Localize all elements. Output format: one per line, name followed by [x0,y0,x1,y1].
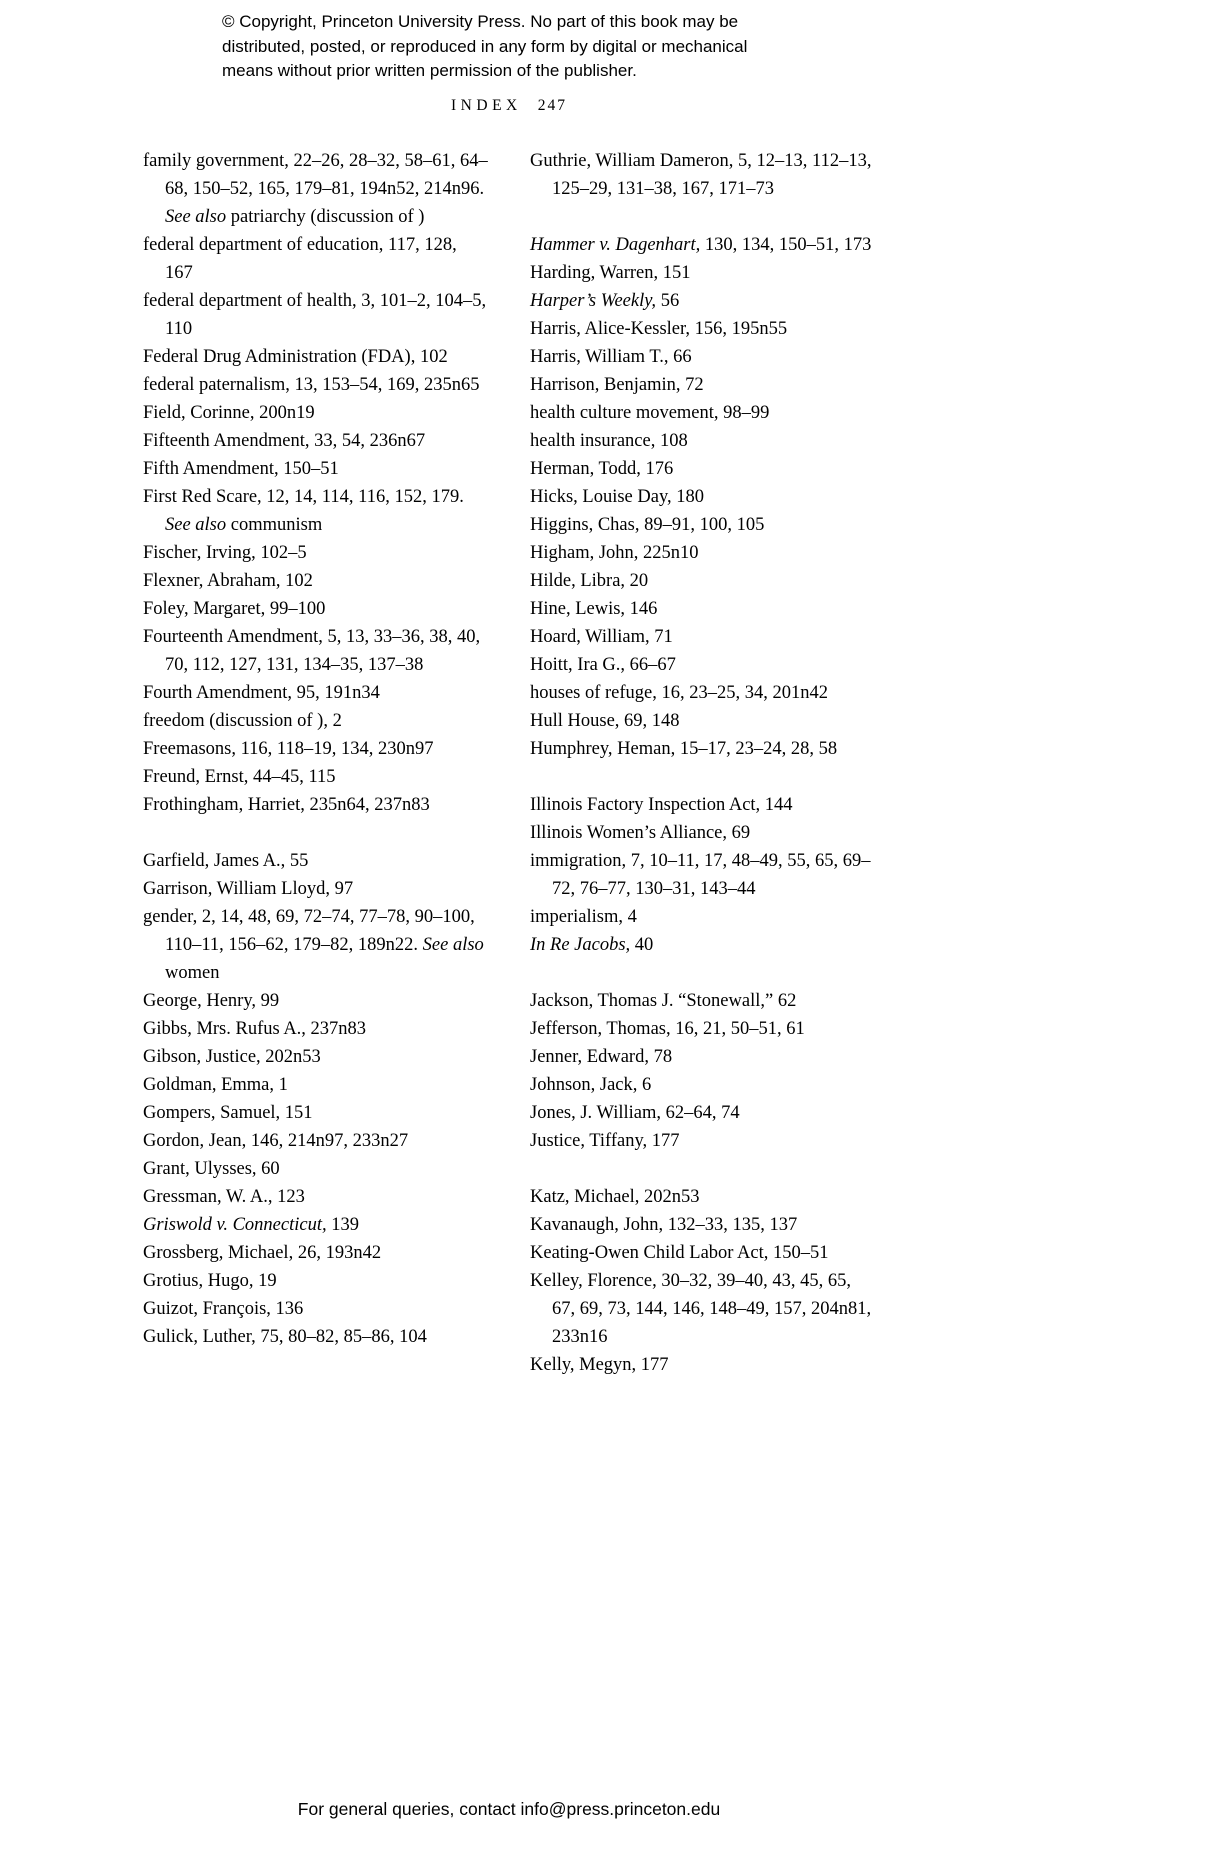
index-entry-text: federal department of health, 3, 101–2, 104–5, 110 [143,291,487,339]
index-entry [143,539,488,567]
index-entry [530,427,875,455]
index-entry-text: 40 [630,935,654,955]
index-entry [143,1099,488,1127]
index-entry-text: Higham, John, 225n10 [530,543,699,563]
index-entry-text: Katz, Michael, 202n53 [530,1187,700,1207]
index-entry-text: Grossberg, Michael, 26, 193n42 [143,1243,382,1263]
index-entry-italic-text: In Re Jacobs, [530,935,631,955]
index-entry-text: Fischer, Irving, 102–5 [143,543,307,563]
index-entry [530,707,875,735]
index-entry [530,1015,875,1043]
index-entry [143,567,488,595]
index-entry [143,287,488,343]
index-entry [143,735,488,763]
index-entry-text: Justice, Tiffany, 177 [530,1131,680,1151]
index-entry-text: Gompers, Samuel, 151 [143,1103,313,1123]
index-entry [143,903,488,987]
index-entry-text: Grotius, Hugo, 19 [143,1271,277,1291]
index-entry-text: Gibbs, Mrs. Rufus A., 237n83 [143,1019,367,1039]
index-entry-text: federal department of education, 117, 128, 167 [143,235,457,283]
index-entry [143,231,488,287]
page-number: 247 [537,97,567,114]
index-entry [143,427,488,455]
index-entry-text: Hine, Lewis, 146 [530,599,658,619]
index-entry [143,1323,488,1351]
index-entry [143,1295,488,1323]
index-entry [530,1183,875,1211]
index-entry [530,1099,875,1127]
page-header [143,97,875,115]
index-entry-text: Freund, Ernst, 44–45, 115 [143,767,336,787]
index-entry-text: gender, 2, 14, 48, 69, 72–74, 77–78, 90–100, 110–11, 156–62, 179–82, 189n22. [143,907,475,955]
index-entry-text: communism [226,515,323,535]
copyright-line-3: means without prior written permission of the publisher. [222,61,637,80]
index-entry [530,231,875,259]
index-entry-italic-text: See also [165,207,227,227]
index-entry [143,483,488,539]
index-entry-text: health insurance, 108 [530,431,688,451]
index-entry [143,1267,488,1295]
index-entry [143,875,488,903]
index-entry [530,1071,875,1099]
index-entry [530,847,875,903]
index-entry-text: Gulick, Luther, 75, 80–82, 85–86, 104 [143,1327,427,1347]
index-entry-text: Humphrey, Heman, 15–17, 23–24, 28, 58 [530,739,838,759]
index-entry-text: Illinois Women’s Alliance, 69 [530,823,751,843]
index-entry-text: Fifteenth Amendment, 33, 54, 236n67 [143,431,426,451]
index-entry-italic-text: Harper’s Weekly, [530,291,657,311]
index-entry [143,1211,488,1239]
index-entry-text: Harding, Warren, 151 [530,263,691,283]
index-entry [530,567,875,595]
index-entry-text: Jenner, Edward, 78 [530,1047,673,1067]
index-entry [143,847,488,875]
index-entry [143,1043,488,1071]
index-entry [143,763,488,791]
index-entry-text: Freemasons, 116, 118–19, 134, 230n97 [143,739,434,759]
index-entry [530,819,875,847]
index-entry-text: Fourth Amendment, 95, 191n34 [143,683,380,703]
index-entry-text: Fifth Amendment, 150–51 [143,459,339,479]
index-entry [530,287,875,315]
index-entry-text: houses of refuge, 16, 23–25, 34, 201n42 [530,683,829,703]
index-entry-text: Foley, Margaret, 99–100 [143,599,326,619]
index-entry-text: Grant, Ulysses, 60 [143,1159,280,1179]
index-entry [530,399,875,427]
copyright-line-1: © Copyright, Princeton University Press. No part of this book may be [222,12,739,31]
index-entry-text: Gordon, Jean, 146, 214n97, 233n27 [143,1131,409,1151]
index-entry-text: Kavanaugh, John, 132–33, 135, 137 [530,1215,798,1235]
index-entry-text: Jackson, Thomas J. “Stonewall,” 62 [530,991,797,1011]
index-entry-text: Harrison, Benjamin, 72 [530,375,704,395]
index-entry [530,1267,875,1351]
index-right-column [530,147,875,1379]
index-entry [530,1043,875,1071]
index-entry-italic-text: Hammer v. Dagenhart, [530,235,701,255]
index-entry [530,259,875,287]
index-entry [530,931,875,959]
index-entry [530,735,875,763]
index-entry [143,679,488,707]
index-entry-text: 139 [326,1215,359,1235]
index-entry [143,1155,488,1183]
index-entry [143,1015,488,1043]
index-entry-text: Illinois Factory Inspection Act, 144 [530,795,793,815]
copyright-line-2: distributed, posted, or reproduced in any form by digital or mechanical [222,36,748,56]
index-entry [143,1183,488,1211]
copyright-notice [222,10,842,84]
index-entry [530,455,875,483]
index-entry [530,903,875,931]
index-entry [530,315,875,343]
index-entry-text: Hilde, Libra, 20 [530,571,649,591]
index-entry-text: Johnson, Jack, 6 [530,1075,652,1095]
index-entry-text: women [165,963,220,983]
index-entry [143,455,488,483]
index-entry [530,651,875,679]
index-entry [143,147,488,231]
index-entry-italic-text: See also [422,935,484,955]
index-entry [530,539,875,567]
index-entry-text: freedom (discussion of ), 2 [143,711,342,731]
index-entry [530,511,875,539]
index-title: INDEX [451,97,522,114]
index-entry [530,987,875,1015]
index-entry-text: George, Henry, 99 [143,991,280,1011]
index-entry-text: federal paternalism, 13, 153–54, 169, 235n65 [143,375,480,395]
index-entry-text: Guizot, François, 136 [143,1299,304,1319]
index-entry [143,343,488,371]
index-entry-text: Hicks, Louise Day, 180 [530,487,705,507]
index-entry-text: imperialism, 4 [530,907,637,927]
index-entry [530,791,875,819]
index-entry-text: Kelly, Megyn, 177 [530,1355,669,1375]
index-entry-text: Harris, Alice-Kessler, 156, 195n55 [530,319,788,339]
index-entry-text: patriarchy (discussion of ) [226,207,425,227]
index-entry-text: Garfield, James A., 55 [143,851,309,871]
index-entry [530,1211,875,1239]
index-entry-text: 130, 134, 150–51, 173 [700,235,872,255]
index-entry-italic-text: See also [165,515,227,535]
index-entry-text: First Red Scare, 12, 14, 114, 116, 152, 179. [143,487,464,507]
index-entry-text: Fourteenth Amendment, 5, 13, 33–36, 38, 40, 70, 112, 127, 131, 134–35, 137–38 [143,627,481,675]
index-entry-text: Herman, Todd, 176 [530,459,674,479]
index-entry [530,147,875,203]
index-entry-text: Frothingham, Harriet, 235n64, 237n83 [143,795,430,815]
index-entry-text: Kelley, Florence, 30–32, 39–40, 43, 45, 65, 67, 69, 73, 144, 146, 148–49, 157, 204n81, 233n16 [530,1271,872,1347]
index-entry-text: Keating-Owen Child Labor Act, 150–51 [530,1243,829,1263]
footer-query-note: For general queries, contact info@press.princeton.edu [297,1799,721,1819]
index-entry [530,1127,875,1155]
index-entry [143,987,488,1015]
index-entry-text: Goldman, Emma, 1 [143,1075,288,1095]
index-entry [143,595,488,623]
index-left-column [143,147,488,1379]
index-entry [143,371,488,399]
index-entry [143,399,488,427]
index-entry [530,371,875,399]
index-entry-text: immigration, 7, 10–11, 17, 48–49, 55, 65, 69–72, 76–77, 130–31, 143–44 [530,851,871,899]
index-entry-text: Hoard, William, 71 [530,627,673,647]
index-entry [143,707,488,735]
index-entry [143,623,488,679]
index-entry [530,1239,875,1267]
index-entry-text: Gibson, Justice, 202n53 [143,1047,321,1067]
index-entry [530,679,875,707]
index-entry-text: Federal Drug Administration (FDA), 102 [143,347,448,367]
index-entry [530,623,875,651]
index-entry-text: 56 [656,291,680,311]
index-entry-text: Jefferson, Thomas, 16, 21, 50–51, 61 [530,1019,805,1039]
index-entry-text: Hoitt, Ira G., 66–67 [530,655,676,675]
index-entry-text: Flexner, Abraham, 102 [143,571,313,591]
index-entry-text: Jones, J. William, 62–64, 74 [530,1103,740,1123]
index-entry-text: Higgins, Chas, 89–91, 100, 105 [530,515,765,535]
index-entry-italic-text: Griswold v. Connecticut, [143,1215,327,1235]
index-entry [530,483,875,511]
index-entry-text: Guthrie, William Dameron, 5, 12–13, 112–13, 125–29, 131–38, 167, 171–73 [530,151,872,199]
index-entry [530,343,875,371]
index-entry [530,595,875,623]
index-entry [143,1239,488,1267]
index-entry-text: family government, 22–26, 28–32, 58–61, 64–68, 150–52, 165, 179–81, 194n52, 214n96. [143,151,488,199]
index-entry-text: Hull House, 69, 148 [530,711,680,731]
index-entry [143,791,488,819]
index-entry [143,1127,488,1155]
index-entry-text: Gressman, W. A., 123 [143,1187,305,1207]
index-entry-text: Field, Corinne, 200n19 [143,403,315,423]
index-entry [530,1351,875,1379]
index-entry-text: Garrison, William Lloyd, 97 [143,879,354,899]
index-entry-text: Harris, William T., 66 [530,347,692,367]
index-entry-text: health culture movement, 98–99 [530,403,770,423]
index-entry [143,1071,488,1099]
index-columns [143,147,875,1379]
